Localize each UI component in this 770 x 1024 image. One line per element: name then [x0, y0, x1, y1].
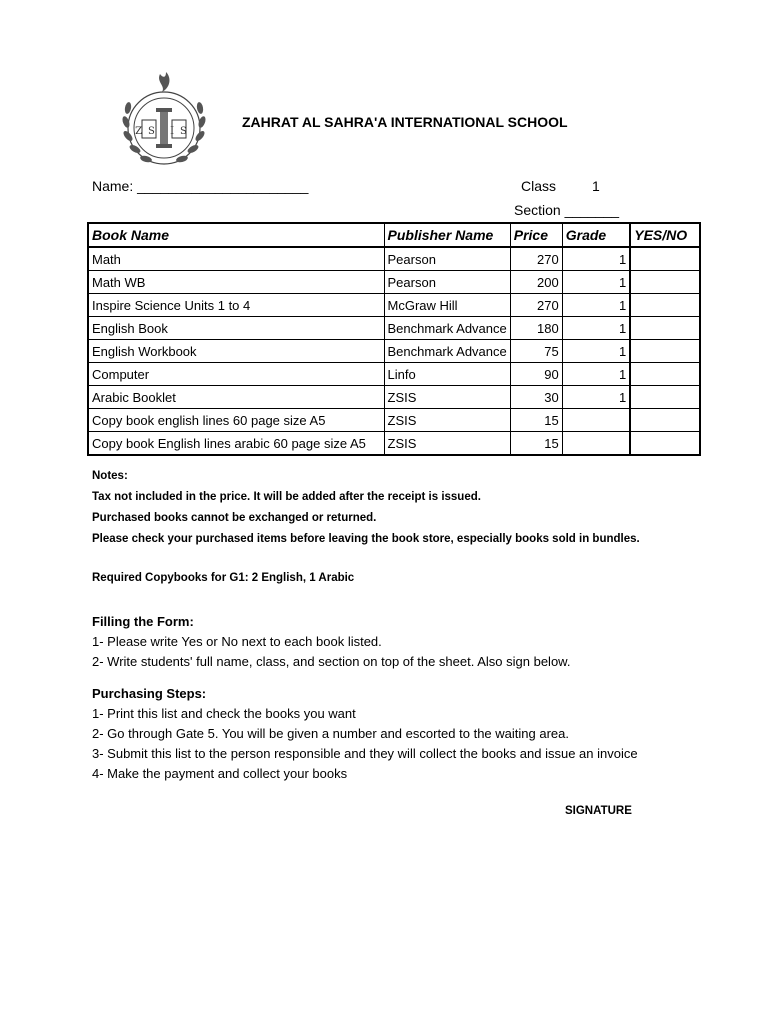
book-name-cell: English Workbook — [88, 340, 384, 363]
book-name-cell: Computer — [88, 363, 384, 386]
logo-text: ZS IS — [135, 126, 193, 137]
grade-cell — [562, 409, 630, 432]
filling-step: 1- Please write Yes or No next to each book listed. — [92, 634, 382, 649]
publisher-cell: McGraw Hill — [384, 294, 510, 317]
table-row — [88, 386, 700, 409]
price-cell: 180 — [510, 317, 562, 340]
price-cell: 270 — [510, 247, 562, 271]
publisher-cell: Benchmark Advance — [384, 340, 510, 363]
note-line: Purchased books cannot be exchanged or returned. — [92, 512, 377, 524]
grade-cell: 1 — [562, 340, 630, 363]
school-logo — [116, 70, 212, 170]
grade-cell: 1 — [562, 294, 630, 317]
book-name-cell: Arabic Booklet — [88, 386, 384, 409]
yes-no-cell[interactable] — [630, 363, 700, 386]
class-label: Class — [521, 178, 557, 194]
header-yes-no: YES/NO — [630, 223, 700, 247]
publisher-cell: ZSIS — [384, 386, 510, 409]
class-value: 1 — [592, 178, 600, 194]
table-row — [88, 294, 700, 317]
grade-cell — [562, 432, 630, 456]
grade-cell: 1 — [562, 363, 630, 386]
price-cell: 90 — [510, 363, 562, 386]
publisher-cell: Linfo — [384, 363, 510, 386]
table-row — [88, 340, 700, 363]
yes-no-cell[interactable] — [630, 271, 700, 294]
required-copybooks: Required Copybooks for G1: 2 English, 1 Arabic — [92, 572, 355, 584]
yes-no-cell[interactable] — [630, 247, 700, 271]
publisher-cell: Pearson — [384, 271, 510, 294]
purchasing-title: Purchasing Steps: — [92, 686, 207, 701]
price-cell: 30 — [510, 386, 562, 409]
publisher-cell: Pearson — [384, 247, 510, 271]
publisher-cell: ZSIS — [384, 432, 510, 456]
grade-cell: 1 — [562, 317, 630, 340]
table-row — [88, 271, 700, 294]
purchasing-step: 2- Go through Gate 5. You will be given a number and escorted to the waiting area. — [92, 726, 569, 741]
filling-section — [92, 612, 570, 672]
note-line: Tax not included in the price. It will be added after the receipt is issued. — [92, 491, 481, 503]
book-name-cell: Copy book English lines arabic 60 page size A5 — [88, 432, 384, 456]
notes-section — [92, 466, 640, 550]
price-cell: 200 — [510, 271, 562, 294]
publisher-cell: Benchmark Advance — [384, 317, 510, 340]
section-field[interactable]: Section _______ — [514, 202, 620, 218]
header-price: Price — [510, 223, 562, 247]
book-name-cell: English Book — [88, 317, 384, 340]
book-name-cell: Math — [88, 247, 384, 271]
book-name-cell: Math WB — [88, 271, 384, 294]
table-header-row — [88, 223, 700, 247]
yes-no-cell[interactable] — [630, 340, 700, 363]
purchasing-step: 4- Make the payment and collect your books — [92, 766, 348, 781]
table-row — [88, 409, 700, 432]
price-cell: 15 — [510, 432, 562, 456]
name-field[interactable]: Name: ______________________ — [92, 178, 309, 194]
header-book-name: Book Name — [88, 223, 384, 247]
yes-no-cell[interactable] — [630, 409, 700, 432]
purchasing-section — [92, 684, 638, 784]
table-row — [88, 317, 700, 340]
book-name-cell: Inspire Science Units 1 to 4 — [88, 294, 384, 317]
note-line: Please check your purchased items before leaving the book store, especially books sold in bundles. — [92, 533, 640, 545]
header-publisher-name: Publisher Name — [384, 223, 510, 247]
price-cell: 270 — [510, 294, 562, 317]
yes-no-cell[interactable] — [630, 317, 700, 340]
school-name: ZAHRAT AL SAHRA'A INTERNATIONAL SCHOOL — [242, 114, 568, 130]
filling-title: Filling the Form: — [92, 614, 194, 629]
table-row — [88, 247, 700, 271]
grade-cell: 1 — [562, 386, 630, 409]
yes-no-cell[interactable] — [630, 294, 700, 317]
book-list-table — [87, 222, 701, 456]
purchasing-step: 3- Submit this list to the person responsible and they will collect the books and issue an invoice — [92, 746, 638, 761]
book-name-cell: Copy book english lines 60 page size A5 — [88, 409, 384, 432]
price-cell: 75 — [510, 340, 562, 363]
purchasing-step: 1- Print this list and check the books you want — [92, 706, 356, 721]
grade-cell: 1 — [562, 271, 630, 294]
publisher-cell: ZSIS — [384, 409, 510, 432]
grade-cell: 1 — [562, 247, 630, 271]
notes-title: Notes: — [92, 470, 128, 482]
table-row — [88, 432, 700, 456]
yes-no-cell[interactable] — [630, 432, 700, 456]
yes-no-cell[interactable] — [630, 386, 700, 409]
filling-step: 2- Write students' full name, class, and section on top of the sheet. Also sign below. — [92, 654, 571, 669]
table-row — [88, 363, 700, 386]
signature-label: SIGNATURE — [565, 805, 632, 817]
price-cell: 15 — [510, 409, 562, 432]
header-grade: Grade — [562, 223, 630, 247]
